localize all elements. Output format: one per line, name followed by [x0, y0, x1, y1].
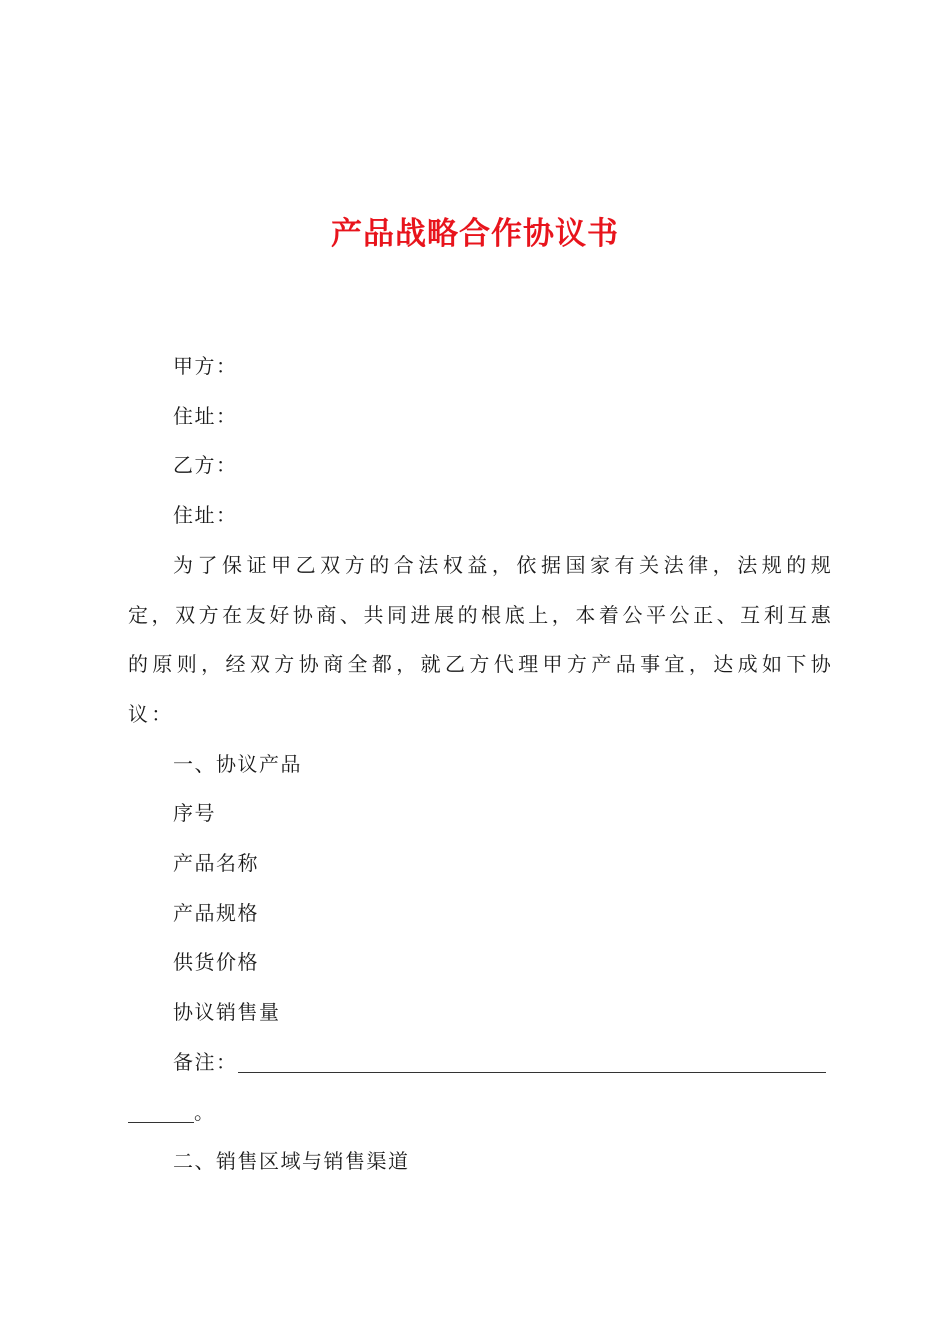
party-b-field: 乙方： [173, 453, 238, 478]
product-item-spec: 产品规格 [173, 900, 259, 925]
address-a-field: 住址： [173, 403, 238, 428]
address-b-field: 住址： [173, 503, 238, 528]
document-body [128, 342, 834, 1187]
section-1-heading: 一、协议产品 [173, 751, 302, 776]
party-a-field: 甲方： [173, 354, 238, 378]
product-item-name: 产品名称 [173, 851, 259, 876]
product-item-volume: 协议销售量 [173, 1000, 281, 1025]
section-2-heading: 二、销售区域与销售渠道 [173, 1149, 410, 1174]
document-title: 产品战略合作协议书 [331, 216, 619, 252]
product-item-price: 供货价格 [173, 950, 259, 975]
intro-paragraph: 为了保证甲乙双方的合法权益，依据国家有关法律，法规的规定，双方在友好协商、共同进展的根底上，本着公平公正、互利互惠的原则，经双方协商全都，就乙方代理甲方产品事宜，达成如下协议： [128, 552, 834, 726]
product-item-serial: 序号 [173, 801, 216, 826]
remark-end-mark: 。 [194, 1099, 216, 1124]
remark-blank-continued [128, 1121, 194, 1123]
remark-blank [238, 1071, 826, 1073]
remark-label: 备注： [173, 1049, 238, 1074]
remark-line [128, 1038, 834, 1088]
remark-continuation [128, 1088, 834, 1138]
